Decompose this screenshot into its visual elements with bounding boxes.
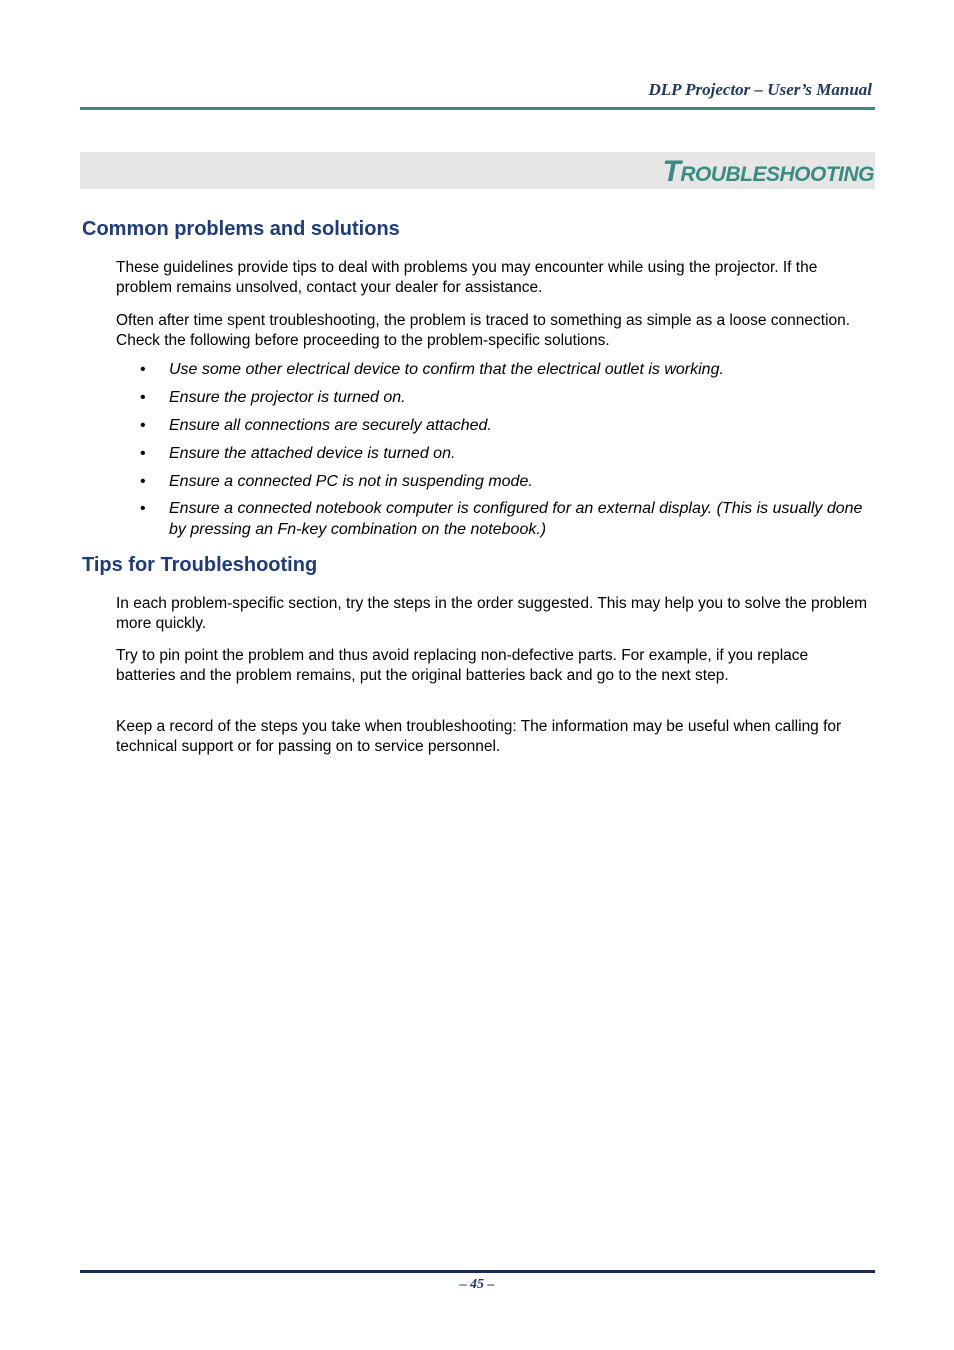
bullet-icon: • — [140, 473, 146, 490]
bullet-icon: • — [140, 500, 146, 517]
page-title: Troubleshooting — [662, 155, 874, 188]
footer-rule — [80, 1270, 875, 1273]
list-item-text: Ensure a connected PC is not in suspending mode. — [169, 473, 533, 490]
bullet-icon: • — [140, 361, 146, 378]
paragraph: In each problem-specific section, try the steps in the order suggested. This may help you to solve the problem more quickly. — [116, 595, 867, 632]
header-rule — [80, 107, 875, 110]
bullet-icon: • — [140, 389, 146, 406]
paragraph: Keep a record of the steps you take when troubleshooting: The information may be useful when calling for technical support or for passing on to service personnel. — [116, 718, 842, 755]
bullet-icon: • — [140, 445, 146, 462]
list-item-text: Ensure all connections are securely attached. — [169, 417, 492, 434]
header-title: DLP Projector – User’s Manual — [648, 80, 872, 99]
paragraph: Often after time spent troubleshooting, the problem is traced to something as simple as a loose connection. Check the following before proceeding to the problem-specific solutions. — [116, 312, 851, 349]
bullet-icon: • — [140, 417, 146, 434]
section-heading-tips: Tips for Troubleshooting — [82, 554, 318, 576]
list-item-text: Ensure the attached device is turned on. — [169, 445, 456, 462]
list-item-text: Use some other electrical device to confirm that the electrical outlet is working. — [169, 361, 724, 378]
list-item-text: Ensure the projector is turned on. — [169, 389, 406, 406]
paragraph: Try to pin point the problem and thus avoid replacing non-defective parts. For example, if you replace batteries and the problem remains, put the original batteries back and go to the next step. — [116, 647, 809, 684]
page-number: – 45 – — [459, 1277, 495, 1292]
list-item-text: Ensure a connected notebook computer is configured for an external display. (This is usually done by pressing an Fn-key combination on the notebook.) — [169, 500, 863, 538]
section-heading-common-problems: Common problems and solutions — [82, 218, 400, 240]
paragraph: These guidelines provide tips to deal with problems you may encounter while using the projector. If the problem remains unsolved, contact your dealer for assistance. — [116, 259, 818, 296]
